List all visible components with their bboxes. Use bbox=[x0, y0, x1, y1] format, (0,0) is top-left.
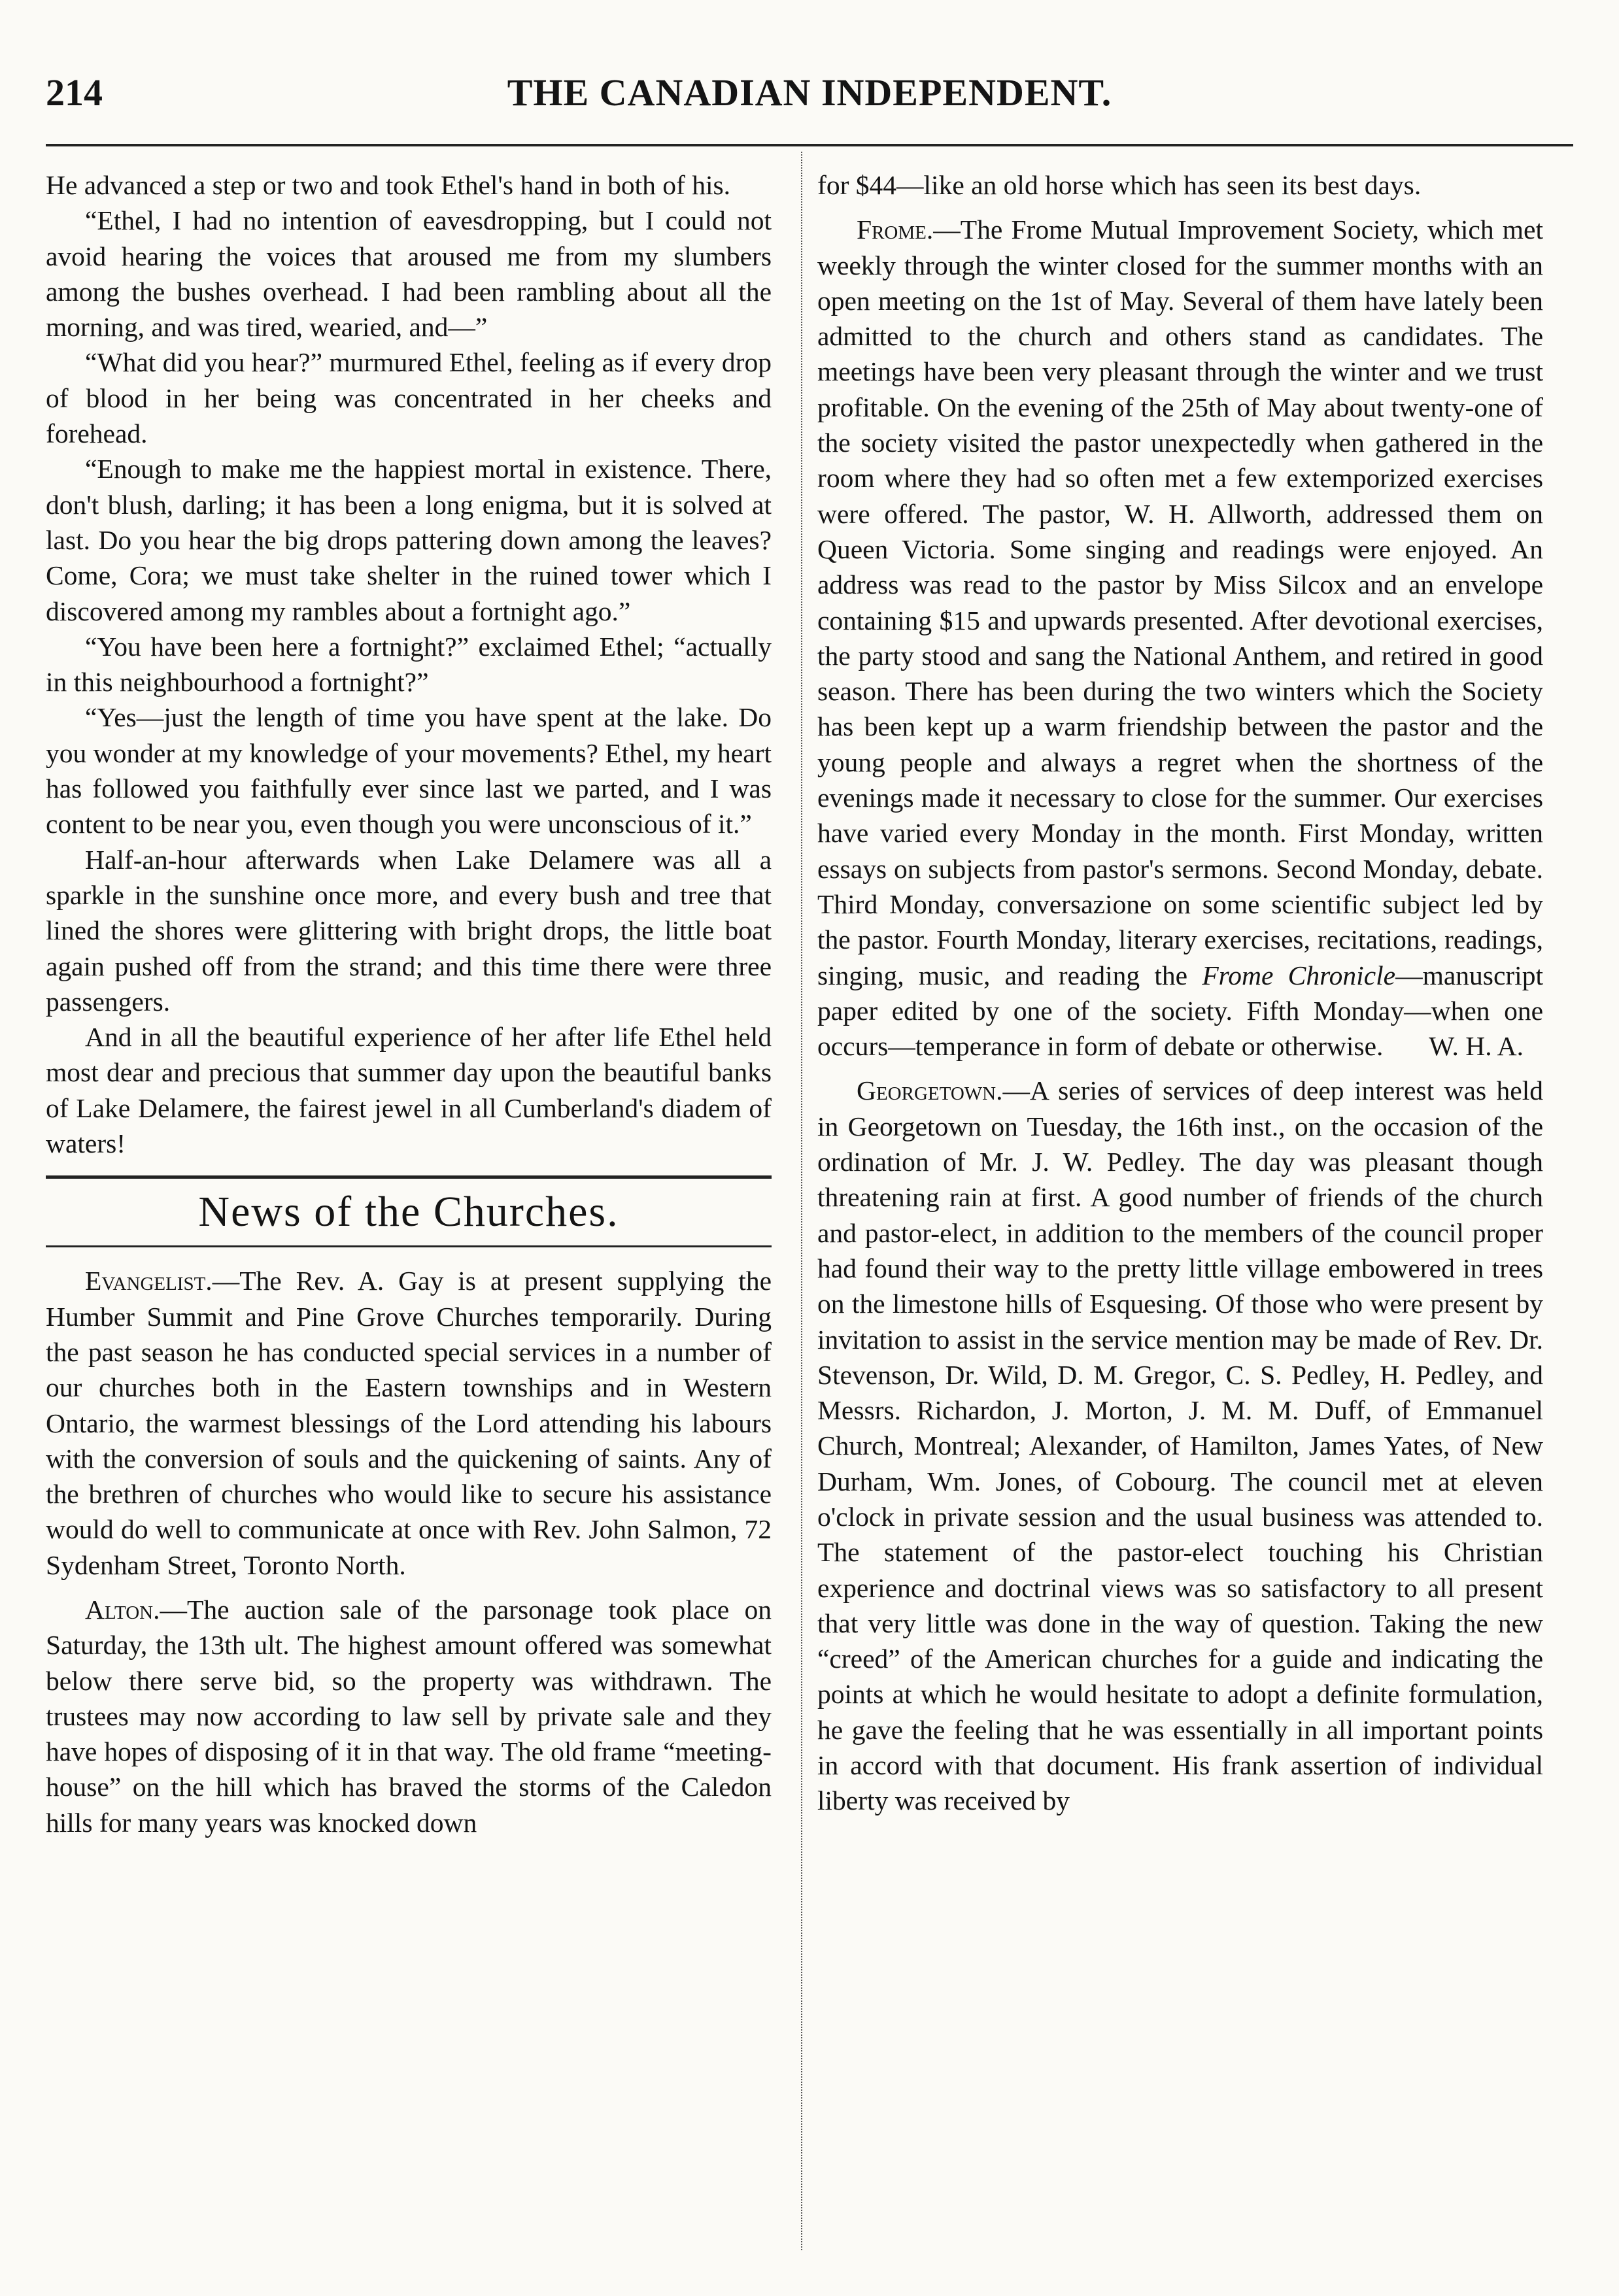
header-rule bbox=[46, 144, 1573, 146]
news-item-text: —The Rev. A. Gay is at present supplying the Humber Summit and Pine Grove Churches temporarily. During the past season he has conducted special services in a number of our churches both in the Eastern townships and in Western Ontario, the warmest blessings of the Lord attending his labours with the conversion of souls and the quickening of saints. Any of the brethren of churches who would like to secure his assistance would do well to communicate at once with Rev. John Salmon, 72 Sydenham Street, Toronto North. bbox=[46, 1266, 772, 1580]
section-heading: News of the Churches. bbox=[198, 1188, 619, 1236]
section-rule-bottom bbox=[46, 1245, 772, 1247]
story-continuation bbox=[46, 167, 772, 1161]
right-column bbox=[817, 167, 1543, 1819]
story-paragraph: “Ethel, I had no intention of eavesdropping, but I could not avoid hearing the voices that aroused me from my slumbers among the bushes overhead. I had been rambling about all the morning, and was tired, wearied, and—” bbox=[46, 205, 772, 343]
news-item-georgetown bbox=[817, 1073, 1543, 1818]
story-paragraph: “You have been here a fortnight?” exclaimed Ethel; “actually in this neighbourhood a fortnight?” bbox=[46, 631, 772, 698]
news-item-text: —The auction sale of the parsonage took place on Saturday, the 13th ult. The highest amount offered was somewhat below there serve bid, so the property was withdrawn. The trustees may now according to law sell by private sale and they have hopes of disposing of it in that way. The old frame “meeting-house” on the hill which has braved the storms of the Caledon hills for many years was knocked down bbox=[46, 1594, 772, 1838]
news-item-place: Alton. bbox=[85, 1594, 160, 1625]
story-paragraph: Half-an-hour afterwards when Lake Delamere was all a sparkle in the sunshine once more, and every bush and tree that lined the shores were glittering with bright drops, the little boat again pushed off from the strand; and this time there were three passengers. bbox=[46, 844, 772, 1017]
news-item-place: Georgetown. bbox=[857, 1075, 1003, 1106]
news-item-alton bbox=[46, 1592, 772, 1840]
signature: W. H. A. bbox=[1429, 1031, 1524, 1062]
news-item-alton-continued: for $44—like an old horse which has seen its best days. bbox=[817, 170, 1422, 200]
news-item-text-after: —manuscript paper edited by one of the society. Fifth Monday—when one occurs—temperance in form of debate or otherwise. bbox=[817, 960, 1543, 1062]
story-paragraph: “What did you hear?” murmured Ethel, feeling as if every drop of blood in her being was concentrated in her cheeks and forehead. bbox=[46, 347, 772, 449]
story-paragraph: “Enough to make me the happiest mortal in existence. There, don't blush, darling; it has been a long enigma, but it is solved at last. Do you hear the big drops pattering down among the leaves? Come, Cora; we must take shelter in the ruined tower which I discovered among my rambles about a fortnight ago.” bbox=[46, 454, 772, 626]
page-number: 214 bbox=[46, 71, 103, 114]
news-item-text: —The Frome Mutual Improvement Society, which met weekly through the winter closed for the summer months with an open meeting on the 1st of May. Several of them have lately been admitted to the church and others stand as candidates. The meetings have been very pleasant through the winter and we trust profitable. On the evening of the 25th of May about twenty-one of the society visited the pastor unexpectedly when gathered in the room where they had so often met a few extemporized exercises were offered. The pastor, W. H. Allworth, addressed them on Queen Victoria. Some singing and readings were enjoyed. An address was read to the pastor by Miss Silcox and an envelope containing $15 and upwards presented. After devotional exercises, the party stood and sang the National Anthem, and retired in good season. There has been during the two winters which the Society has been kept up a warm friendship between the pastor and the young people and always a regret when the shortness of the evenings made it necessary to close for the summer. Our exercises have varied every Monday in the month. First Monday, written essays on subjects from pastor's sermons. Second Monday, debate. Third Monday, conversazione on some scientific subject led by the pastor. Fourth Monday, literary exercises, recitations, readings, singing, music, and reading the bbox=[817, 214, 1543, 990]
news-item-text: —A series of services of deep interest was held in Georgetown on Tuesday, the 16th inst., on the occasion of the ordination of Mr. J. W. Pedley. The day was pleasant though threatening rain at first. A good number of friends of the church and pastor-elect, in addition to the members of the council proper had found their way to the pretty little village embowered in trees on the limestone hills of Esquesing. Of those who were present by invitation to assist in the service mention may be made of Rev. Dr. Stevenson, Dr. Wild, D. M. Gregor, C. S. Pedley, H. Pedley, and Messrs. Richardon, J. Morton, J. M. M. Duff, of Emmanuel Church, Montreal; Alexander, of Hamilton, James Yates, of New Durham, Wm. Jones, of Cobourg. The council met at eleven o'clock in private session and the usual business was attended to. The statement of the pastor-elect touching his Christian experience and doctrinal views was so satisfactory to all present that very little was done in the way of question. Taking the new “creed” of the American churches for a guide and indicating the points at which he would hesitate to adopt a definite formulation, he gave the feeling that he was essentially in all important points in accord with that document. His frank assertion of individual liberty was received by bbox=[817, 1075, 1543, 1816]
story-paragraph: “Yes—just the length of time you have spent at the lake. Do you wonder at my knowledge of your movements? Ethel, my heart has followed you faithfully ever since last we parted, and I was content to be near you, even though you were unconscious of it.” bbox=[46, 702, 772, 839]
news-item-evangelist bbox=[46, 1263, 772, 1583]
news-item-place: Evangelist. bbox=[85, 1266, 213, 1296]
page-header bbox=[46, 71, 1573, 123]
running-title: THE CANADIAN INDEPENDENT. bbox=[507, 71, 1112, 114]
story-paragraph: He advanced a step or two and took Ethel's hand in both of his. bbox=[46, 170, 731, 200]
publication-title: Frome Chronicle bbox=[1202, 960, 1396, 990]
column-divider bbox=[801, 152, 802, 2250]
news-item-place: Frome. bbox=[857, 214, 934, 245]
story-paragraph: And in all the beautiful experience of her after life Ethel held most dear and precious that summer day upon the beautiful banks of Lake Delamere, the fairest jewel in all Cumberland's diadem of waters! bbox=[46, 1022, 772, 1159]
news-item-frome bbox=[817, 212, 1543, 1064]
left-column bbox=[46, 167, 772, 1840]
